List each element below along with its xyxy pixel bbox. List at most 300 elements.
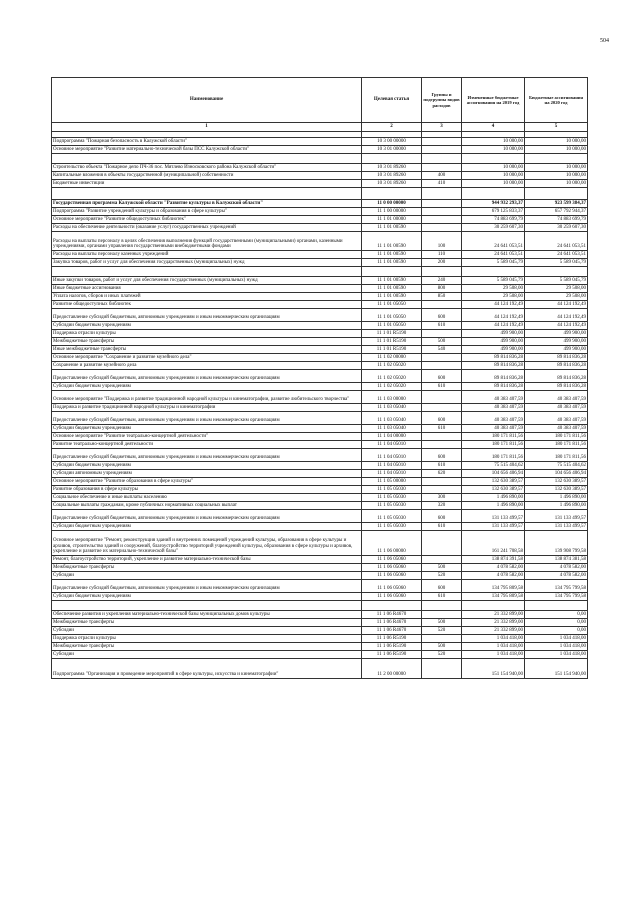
row-expense-group [422, 146, 462, 154]
row-target-article: 11 1 02 00000 [362, 354, 422, 362]
row-value-2020: 1 034 418,00 [525, 635, 588, 643]
row-value-2020: 4 078 582,00 [525, 564, 588, 572]
row-value-2020: 132 630 389,57 [525, 486, 588, 494]
table-header-row [52, 78, 588, 123]
table-row [52, 277, 588, 285]
table-row [52, 285, 588, 293]
row-expense-group: 600 [422, 412, 462, 425]
table-row [52, 510, 588, 523]
row-value-2020: 40 383 407,59 [525, 412, 588, 425]
row-value-2020: 0,00 [525, 619, 588, 627]
row-value-2020: 132 630 389,57 [525, 478, 588, 486]
row-name: Государственная программа Калужской области "Развитие культуры в Калужской области" [52, 200, 362, 208]
row-target-article: 10 3 01 89260 [362, 172, 422, 180]
table-row [52, 322, 588, 330]
row-expense-group [422, 556, 462, 564]
row-target-article: 11 1 06 R4670 [362, 619, 422, 627]
row-target-article: 11 1 06 05060 [362, 572, 422, 580]
row-expense-group: 600 [422, 510, 462, 523]
budget-table [51, 77, 588, 679]
table-row [52, 338, 588, 346]
row-value-2019: 180 171 811,56 [462, 449, 525, 462]
table-row [52, 412, 588, 425]
table-row [52, 523, 588, 531]
row-target-article: 11 1 06 R5190 [362, 651, 422, 659]
row-value-2019: 89 814 836,28 [462, 383, 525, 391]
row-name: Строительство объекта "Пожарное депо ПЧ-36 пос. Мятлево Износковского района Калужской области" [52, 164, 362, 172]
table-row [52, 216, 588, 224]
row-value-2019: 180 171 811,56 [462, 433, 525, 441]
row-expense-group [422, 224, 462, 232]
row-value-2020: 29 508,00 [525, 285, 588, 293]
row-value-2019: 30 259 607,30 [462, 224, 525, 232]
row-expense-group: 200 [422, 259, 462, 267]
row-value-2020: 75 515 404,62 [525, 462, 588, 470]
row-target-article: 11 1 05 05030 [362, 510, 422, 523]
spacer-row [52, 154, 588, 164]
row-target-article: 11 1 06 00000 [362, 531, 422, 556]
table-row [52, 180, 588, 188]
row-target-article: 11 1 01 00590 [362, 232, 422, 251]
row-value-2020: 10 000,00 [525, 164, 588, 172]
row-value-2020: 89 814 836,28 [525, 362, 588, 370]
row-expense-group: 500 [422, 643, 462, 651]
table-row [52, 564, 588, 572]
row-name: Развитие театрально-концертной деятельности [52, 441, 362, 449]
row-value-2019: 89 814 836,28 [462, 370, 525, 383]
row-value-2020: 0,00 [525, 627, 588, 635]
row-expense-group: 520 [422, 627, 462, 635]
row-value-2019: 10 000,00 [462, 146, 525, 154]
row-value-2019: 10 000,00 [462, 180, 525, 188]
row-value-2019: 10 000,00 [462, 138, 525, 146]
row-expense-group [422, 354, 462, 362]
row-name: Социальные выплаты гражданам, кроме публичных нормативных социальных выплат [52, 502, 362, 510]
table-row [52, 611, 588, 619]
row-expense-group: 600 [422, 309, 462, 322]
row-value-2020: 180 171 811,56 [525, 441, 588, 449]
row-target-article: 11 1 01 00590 [362, 251, 422, 259]
table-row [52, 531, 588, 556]
row-name: Сохранение и развитие музейного дела [52, 362, 362, 370]
row-name: Субсидии бюджетным учреждениям [52, 425, 362, 433]
header-target-article: Целевая статья [362, 78, 422, 123]
row-expense-group [422, 611, 462, 619]
row-name: Расходы на выплаты персоналу казенных учреждений [52, 251, 362, 259]
row-target-article: 11 1 06 05060 [362, 580, 422, 593]
table-row [52, 478, 588, 486]
row-target-article: 11 1 03 05040 [362, 425, 422, 433]
table-row [52, 556, 588, 564]
table-row [52, 593, 588, 601]
row-value-2019: 10 000,00 [462, 164, 525, 172]
table-row [52, 354, 588, 362]
row-name: Расходы на выплаты персоналу в целях обеспечения выполнения функций государственными (муниципальными) органами, казенными учреждениями, органами управления государственными внебюджетными фондами [52, 232, 362, 251]
row-value-2020: 24 641 053,51 [525, 251, 588, 259]
row-value-2019: 29 508,00 [462, 285, 525, 293]
row-expense-group [422, 486, 462, 494]
row-target-article: 11 1 01 00590 [362, 285, 422, 293]
row-value-2019: 1 034 418,00 [462, 635, 525, 643]
row-name: Основное мероприятие "Развитие общедоступных библиотек" [52, 216, 362, 224]
header-assignments-2020: Бюджетные ассигнования на 2020 год [525, 78, 588, 123]
table-row [52, 449, 588, 462]
table-row [52, 200, 588, 208]
row-target-article: 11 1 01 00000 [362, 216, 422, 224]
row-value-2019: 21 332 899,00 [462, 627, 525, 635]
row-name: Обеспечение развития и укрепления материально-технической базы муниципальных домов культуры [52, 611, 362, 619]
row-value-2019: 40 383 407,59 [462, 404, 525, 412]
row-expense-group: 300 [422, 494, 462, 502]
row-value-2020: 5 589 045,79 [525, 259, 588, 267]
row-target-article: 11 2 00 00000 [362, 659, 422, 679]
row-name: Субсидии [52, 627, 362, 635]
row-target-article: 11 1 06 05060 [362, 556, 422, 564]
row-value-2020: 923 599 384,37 [525, 200, 588, 208]
row-value-2020: 104 656 406,94 [525, 470, 588, 478]
row-name: Предоставление субсидий бюджетным, автономным учреждениям и иным некоммерческим организациям [52, 449, 362, 462]
table-row [52, 494, 588, 502]
header-assignments-2019: Измененные бюджетные ассигнования на 2019 год [462, 78, 525, 123]
row-value-2019: 40 383 407,59 [462, 425, 525, 433]
row-expense-group: 320 [422, 502, 462, 510]
row-target-article: 11 1 05 05030 [362, 502, 422, 510]
row-value-2020: 10 000,00 [525, 146, 588, 154]
table-row [52, 383, 588, 391]
row-expense-group [422, 301, 462, 309]
row-value-2019: 138 874 391,58 [462, 556, 525, 564]
table-row [52, 259, 588, 267]
table-row [52, 172, 588, 180]
row-value-2020: 1 496 890,00 [525, 494, 588, 502]
row-target-article: 11 1 01 00590 [362, 277, 422, 285]
row-target-article: 10 3 01 00000 [362, 146, 422, 154]
row-target-article: 11 1 01 00590 [362, 224, 422, 232]
row-name: Субсидии бюджетным учреждениям [52, 322, 362, 330]
row-value-2020: 29 508,00 [525, 293, 588, 301]
table-row [52, 635, 588, 643]
row-value-2019: 499 900,00 [462, 346, 525, 354]
row-value-2019: 1 496 890,00 [462, 502, 525, 510]
row-expense-group: 520 [422, 572, 462, 580]
row-expense-group: 500 [422, 564, 462, 572]
row-expense-group: 610 [422, 425, 462, 433]
row-expense-group [422, 659, 462, 679]
row-value-2019: 44 124 192,49 [462, 309, 525, 322]
row-value-2019: 24 641 053,51 [462, 251, 525, 259]
row-name: Субсидии бюджетным учреждениям [52, 383, 362, 391]
row-expense-group: 240 [422, 277, 462, 285]
row-target-article: 11 1 03 05040 [362, 412, 422, 425]
row-value-2020: 44 124 192,49 [525, 301, 588, 309]
row-target-article: 11 1 05 05030 [362, 494, 422, 502]
table-row [52, 441, 588, 449]
row-expense-group [422, 138, 462, 146]
row-target-article: 11 1 03 05040 [362, 404, 422, 412]
column-number: 3 [422, 123, 462, 132]
row-expense-group: 400 [422, 172, 462, 180]
row-expense-group [422, 433, 462, 441]
row-name: Основное мероприятие "Развитие театрально-концертной деятельности" [52, 433, 362, 441]
row-value-2019: 44 124 192,49 [462, 322, 525, 330]
row-target-article: 11 1 04 05010 [362, 441, 422, 449]
spacer-row [52, 267, 588, 277]
table-row [52, 362, 588, 370]
row-target-article: 11 1 01 R5190 [362, 338, 422, 346]
row-expense-group [422, 216, 462, 224]
row-name: Межбюджетные трансферты [52, 338, 362, 346]
table-row [52, 330, 588, 338]
row-value-2019: 75 515 404,62 [462, 462, 525, 470]
column-number: 4 [462, 123, 525, 132]
row-name: Предоставление субсидий бюджетным, автономным учреждениям и иным некоммерческим организациям [52, 309, 362, 322]
row-name: Ремонт, благоустройство территорий, укрепление и развитие материально-технической базы [52, 556, 362, 564]
spacer-row [52, 601, 588, 611]
row-name: Межбюджетные трансферты [52, 619, 362, 627]
row-name: Уплата налогов, сборов и иных платежей [52, 293, 362, 301]
table-row [52, 208, 588, 216]
table-row [52, 659, 588, 679]
row-value-2020: 499 900,00 [525, 330, 588, 338]
table-row [52, 643, 588, 651]
row-value-2019: 104 656 406,94 [462, 470, 525, 478]
row-value-2019: 1 496 890,00 [462, 494, 525, 502]
row-value-2019: 44 124 192,49 [462, 301, 525, 309]
row-name: Развитие общедоступных библиотек [52, 301, 362, 309]
row-value-2019: 4 078 582,00 [462, 572, 525, 580]
column-number: 1 [52, 123, 362, 132]
row-value-2020: 499 900,00 [525, 338, 588, 346]
table-row [52, 146, 588, 154]
row-target-article: 11 1 05 05030 [362, 486, 422, 494]
table-row [52, 251, 588, 259]
row-target-article: 11 1 04 05010 [362, 462, 422, 470]
table-body [52, 132, 588, 679]
row-value-2020: 1 034 418,00 [525, 643, 588, 651]
row-target-article: 11 1 00 00000 [362, 208, 422, 216]
row-value-2019: 4 078 582,00 [462, 564, 525, 572]
row-value-2020: 657 792 944,37 [525, 208, 588, 216]
row-value-2020: 5 589 045,79 [525, 277, 588, 285]
row-value-2019: 74 883 699,79 [462, 216, 525, 224]
row-name: Предоставление субсидий бюджетным, автономным учреждениям и иным некоммерческим организациям [52, 370, 362, 383]
row-name: Субсидии [52, 572, 362, 580]
row-target-article: 11 0 00 00000 [362, 200, 422, 208]
table-row [52, 572, 588, 580]
row-name: Социальное обеспечение и иные выплаты населению [52, 494, 362, 502]
row-target-article: 11 1 06 05060 [362, 593, 422, 601]
row-expense-group: 540 [422, 346, 462, 354]
row-name: Межбюджетные трансферты [52, 564, 362, 572]
table-row [52, 309, 588, 322]
row-value-2019: 499 900,00 [462, 330, 525, 338]
row-value-2019: 5 589 045,79 [462, 277, 525, 285]
row-value-2019: 134 795 809,58 [462, 593, 525, 601]
table-row [52, 580, 588, 593]
row-value-2020: 10 000,00 [525, 138, 588, 146]
row-value-2019: 134 795 809,58 [462, 580, 525, 593]
row-expense-group: 610 [422, 593, 462, 601]
row-name: Иные бюджетные ассигнования [52, 285, 362, 293]
row-target-article: 11 1 06 05060 [362, 564, 422, 572]
row-value-2020: 24 641 053,51 [525, 232, 588, 251]
row-value-2020: 89 814 836,28 [525, 354, 588, 362]
row-name: Иные межбюджетные трансферты [52, 346, 362, 354]
row-value-2020: 30 259 607,30 [525, 224, 588, 232]
row-name: Иные закупки товаров, работ и услуг для обеспечения государственных (муниципальных) нужд [52, 277, 362, 285]
table-row [52, 627, 588, 635]
row-expense-group [422, 391, 462, 404]
row-expense-group: 500 [422, 338, 462, 346]
row-target-article: 11 1 04 05010 [362, 449, 422, 462]
row-name: Субсидии автономным учреждениям [52, 470, 362, 478]
row-target-article: 10 3 01 89260 [362, 164, 422, 172]
row-value-2020: 10 000,00 [525, 172, 588, 180]
row-target-article: 11 1 06 R5190 [362, 643, 422, 651]
row-value-2019: 132 630 389,57 [462, 486, 525, 494]
row-name: Подпрограмма "Развитие учреждений культуры и образования в сфере культуры" [52, 208, 362, 216]
row-value-2019: 1 034 418,00 [462, 651, 525, 659]
row-value-2019: 679 125 833,37 [462, 208, 525, 216]
row-expense-group: 500 [422, 619, 462, 627]
row-expense-group: 610 [422, 322, 462, 330]
row-name: Бюджетные инвестиции [52, 180, 362, 188]
row-target-article: 11 1 06 R4670 [362, 611, 422, 619]
row-value-2020: 74 883 699,79 [525, 216, 588, 224]
row-value-2019: 1 034 418,00 [462, 643, 525, 651]
row-name: Поддержка отрасли культуры [52, 330, 362, 338]
column-number: 5 [525, 123, 588, 132]
row-value-2019: 21 332 899,00 [462, 611, 525, 619]
row-name: Капитальные вложения в объекты государственной (муниципальной) собственности [52, 172, 362, 180]
row-value-2020: 44 124 192,49 [525, 322, 588, 330]
row-target-article: 11 1 01 05050 [362, 309, 422, 322]
row-expense-group: 600 [422, 449, 462, 462]
row-expense-group: 620 [422, 470, 462, 478]
row-expense-group: 520 [422, 651, 462, 659]
row-value-2019: 29 508,00 [462, 293, 525, 301]
row-name: Субсидии бюджетным учреждениям [52, 462, 362, 470]
column-number-row [52, 123, 588, 132]
row-expense-group [422, 164, 462, 172]
table-row [52, 433, 588, 441]
row-name: Предоставление субсидий бюджетным, автономным учреждениям и иным некоммерческим организациям [52, 510, 362, 523]
row-value-2019: 24 641 053,51 [462, 232, 525, 251]
table-row [52, 391, 588, 404]
row-name: Субсидии бюджетным учреждениям [52, 523, 362, 531]
row-value-2020: 180 171 811,56 [525, 449, 588, 462]
row-value-2020: 180 171 811,56 [525, 433, 588, 441]
table-row [52, 370, 588, 383]
row-target-article: 11 1 01 R5190 [362, 330, 422, 338]
row-value-2020: 40 383 407,59 [525, 404, 588, 412]
row-expense-group: 800 [422, 285, 462, 293]
row-value-2019: 89 814 836,28 [462, 362, 525, 370]
row-target-article: 11 1 06 R5190 [362, 635, 422, 643]
row-expense-group: 100 [422, 232, 462, 251]
row-value-2019: 131 133 499,57 [462, 523, 525, 531]
header-expense-groups: Группы и подгруппы видов расходов [422, 78, 462, 123]
row-name: Основное мероприятие "Поддержка и развитие традиционной народной культуры и кинематографии, развитие любительского творчества" [52, 391, 362, 404]
row-name: Развитие образования в сфере культуры [52, 486, 362, 494]
row-value-2019: 5 589 045,79 [462, 259, 525, 267]
row-value-2019: 161 241 708,58 [462, 531, 525, 556]
row-value-2020: 1 496 890,00 [525, 502, 588, 510]
page-number: 504 [600, 38, 609, 44]
row-name: Подпрограмма "Пожарная безопасность в Калужской области" [52, 138, 362, 146]
row-target-article: 11 1 04 00000 [362, 433, 422, 441]
row-target-article: 11 1 01 R5190 [362, 346, 422, 354]
table-row [52, 404, 588, 412]
row-value-2019: 944 932 293,37 [462, 200, 525, 208]
row-expense-group [422, 404, 462, 412]
table-row [52, 301, 588, 309]
row-expense-group: 610 [422, 462, 462, 470]
column-number: 2 [362, 123, 422, 132]
row-value-2020: 131 133 499,57 [525, 523, 588, 531]
table-row [52, 651, 588, 659]
row-expense-group [422, 635, 462, 643]
row-target-article: 10 3 01 89260 [362, 180, 422, 188]
row-name: Межбюджетные трансферты [52, 643, 362, 651]
row-name: Основное мероприятие "Ремонт, реконструкция зданий и внутренних помещений учреждений культуры, образования в сфере культуры и архивов, строительство зданий и сооружений, благоустройство территорий учреждений культуры, образования в сфере культуры и архивов, укрепление и развитие их материально-технической базы" [52, 531, 362, 556]
row-value-2019: 180 171 811,56 [462, 441, 525, 449]
row-value-2020: 4 078 582,00 [525, 572, 588, 580]
table-row [52, 619, 588, 627]
table-row [52, 293, 588, 301]
row-name: Основное мероприятие "Развитие образования в сфере культуры" [52, 478, 362, 486]
row-target-article: 11 1 04 05010 [362, 470, 422, 478]
table-row [52, 470, 588, 478]
row-name: Поддержка отрасли культуры [52, 635, 362, 643]
row-expense-group [422, 441, 462, 449]
table-row [52, 486, 588, 494]
row-name: Закупка товаров, работ и услуг для обеспечения государственных (муниципальных) нужд [52, 259, 362, 267]
row-target-article: 11 1 06 R4670 [362, 627, 422, 635]
row-value-2019: 10 000,00 [462, 172, 525, 180]
table-row [52, 502, 588, 510]
row-target-article: 11 1 01 05050 [362, 301, 422, 309]
row-name: Субсидии [52, 651, 362, 659]
row-expense-group: 600 [422, 580, 462, 593]
row-value-2019: 151 154 940,00 [462, 659, 525, 679]
row-target-article: 11 1 02 05020 [362, 383, 422, 391]
row-target-article: 11 1 03 00000 [362, 391, 422, 404]
row-value-2020: 40 383 407,59 [525, 391, 588, 404]
row-name: Основное мероприятие "Развитие материально-технической базы ПСС Калужской области" [52, 146, 362, 154]
table-row [52, 462, 588, 470]
row-value-2020: 44 124 192,49 [525, 309, 588, 322]
row-value-2020: 138 874 381,58 [525, 556, 588, 564]
row-expense-group [422, 208, 462, 216]
row-name: Предоставление субсидий бюджетным, автономным учреждениям и иным некоммерческим организациям [52, 580, 362, 593]
row-value-2019: 89 814 836,28 [462, 354, 525, 362]
table-row [52, 425, 588, 433]
row-value-2020: 89 814 836,28 [525, 370, 588, 383]
row-value-2019: 132 630 389,57 [462, 478, 525, 486]
row-target-article: 11 1 02 05020 [362, 362, 422, 370]
table-row [52, 232, 588, 251]
table-row [52, 224, 588, 232]
row-expense-group: 110 [422, 251, 462, 259]
header-name: Наименование [52, 78, 362, 123]
row-value-2019: 131 133 499,57 [462, 510, 525, 523]
row-value-2020: 139 908 799,58 [525, 531, 588, 556]
row-value-2020: 89 814 836,28 [525, 383, 588, 391]
row-value-2020: 151 154 940,00 [525, 659, 588, 679]
row-value-2020: 10 000,00 [525, 180, 588, 188]
row-name: Расходы на обеспечение деятельности (оказание услуг) государственных учреждений [52, 224, 362, 232]
